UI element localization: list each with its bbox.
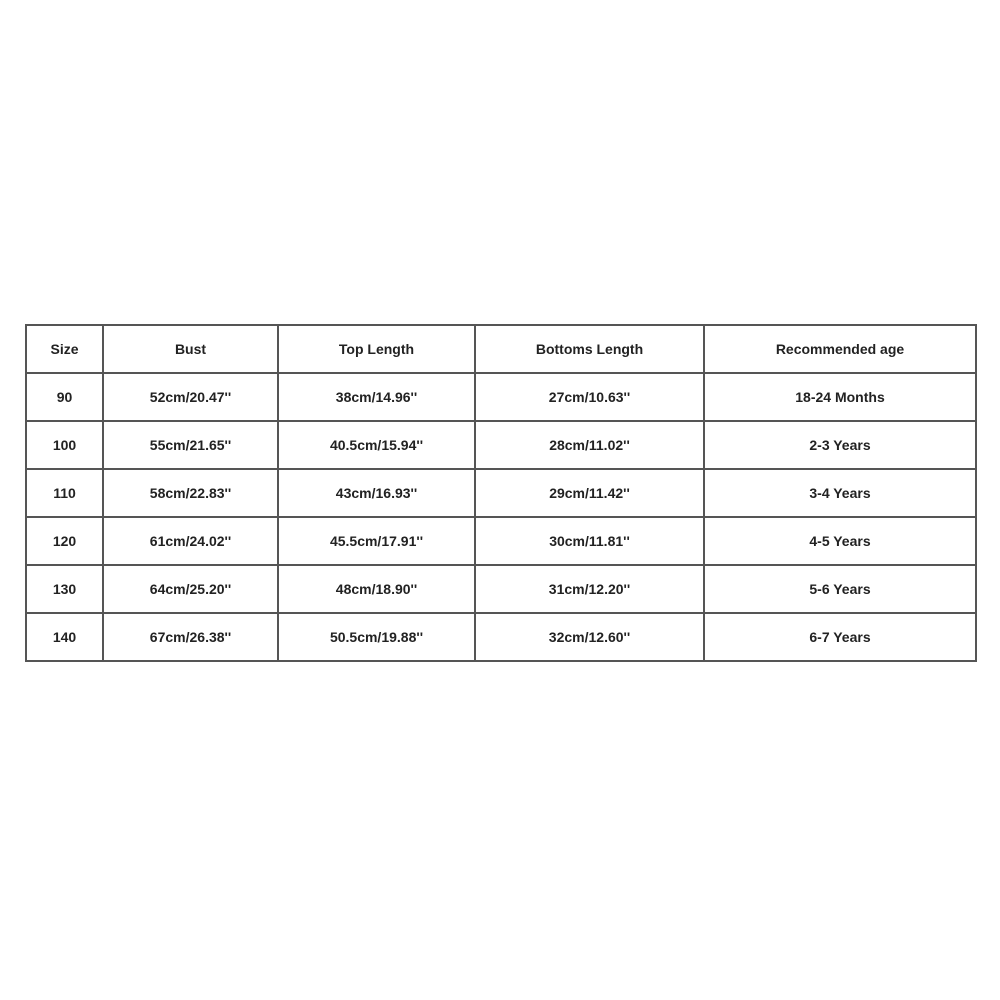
cell-size: 110	[26, 469, 103, 517]
cell-bust: 61cm/24.02''	[103, 517, 278, 565]
cell-bottoms-length: 32cm/12.60''	[475, 613, 704, 661]
cell-size: 130	[26, 565, 103, 613]
header-size: Size	[26, 325, 103, 373]
cell-bust: 58cm/22.83''	[103, 469, 278, 517]
size-chart-table	[25, 324, 977, 662]
cell-size: 100	[26, 421, 103, 469]
cell-top-length: 50.5cm/19.88''	[278, 613, 475, 661]
header-recommended-age: Recommended age	[704, 325, 976, 373]
cell-bust: 52cm/20.47''	[103, 373, 278, 421]
cell-size: 140	[26, 613, 103, 661]
cell-bottoms-length: 30cm/11.81''	[475, 517, 704, 565]
table-row	[26, 613, 976, 661]
table-header-row	[26, 325, 976, 373]
cell-recommended-age: 2-3 Years	[704, 421, 976, 469]
cell-bust: 64cm/25.20''	[103, 565, 278, 613]
cell-top-length: 38cm/14.96''	[278, 373, 475, 421]
cell-top-length: 43cm/16.93''	[278, 469, 475, 517]
cell-bottoms-length: 27cm/10.63''	[475, 373, 704, 421]
cell-bottoms-length: 29cm/11.42''	[475, 469, 704, 517]
table-row	[26, 517, 976, 565]
cell-recommended-age: 6-7 Years	[704, 613, 976, 661]
cell-recommended-age: 18-24 Months	[704, 373, 976, 421]
cell-bottoms-length: 28cm/11.02''	[475, 421, 704, 469]
cell-recommended-age: 5-6 Years	[704, 565, 976, 613]
table-row	[26, 565, 976, 613]
cell-top-length: 40.5cm/15.94''	[278, 421, 475, 469]
cell-size: 90	[26, 373, 103, 421]
header-top-length: Top Length	[278, 325, 475, 373]
cell-recommended-age: 3-4 Years	[704, 469, 976, 517]
cell-top-length: 48cm/18.90''	[278, 565, 475, 613]
cell-size: 120	[26, 517, 103, 565]
header-bust: Bust	[103, 325, 278, 373]
table-row	[26, 421, 976, 469]
cell-bottoms-length: 31cm/12.20''	[475, 565, 704, 613]
header-bottoms-length: Bottoms Length	[475, 325, 704, 373]
cell-bust: 67cm/26.38''	[103, 613, 278, 661]
table-row	[26, 469, 976, 517]
cell-bust: 55cm/21.65''	[103, 421, 278, 469]
cell-top-length: 45.5cm/17.91''	[278, 517, 475, 565]
table-row	[26, 373, 976, 421]
cell-recommended-age: 4-5 Years	[704, 517, 976, 565]
